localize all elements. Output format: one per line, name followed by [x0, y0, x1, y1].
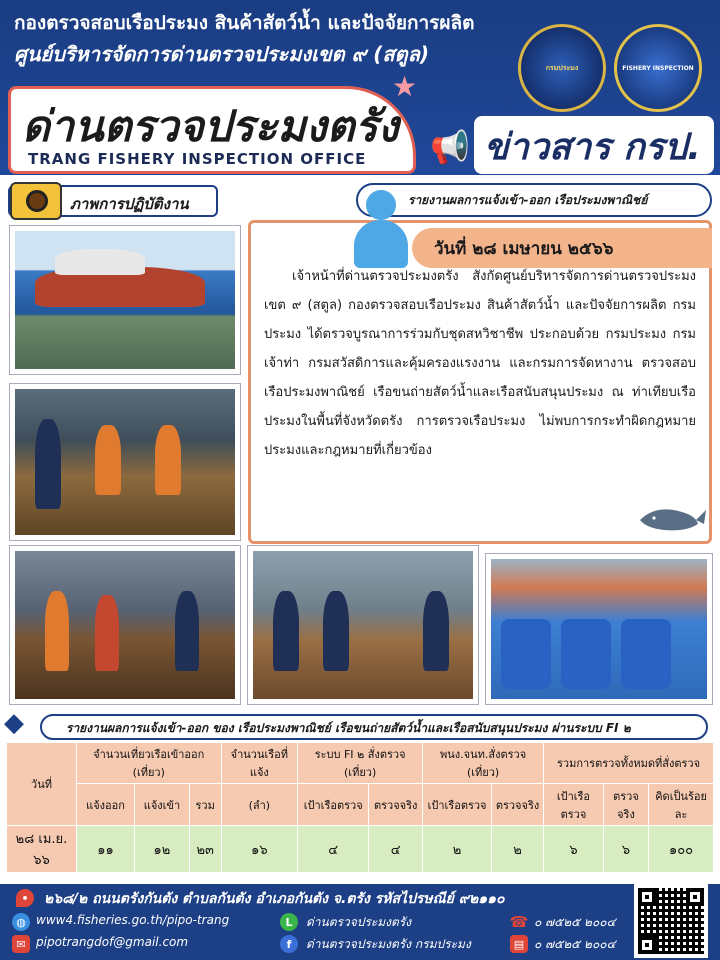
date-header: วันที่	[7, 743, 77, 826]
group-header-boats: จำนวนเรือที่แจ้ง	[221, 743, 298, 784]
starfish-icon: ★	[392, 70, 418, 103]
news-title: ข่าวสาร กรป.	[484, 127, 701, 168]
footer-facebook[interactable]: ด่านตรวจประมงตรัง กรมประมง	[306, 937, 471, 951]
cell-total-target: ๖	[544, 826, 604, 873]
cell-in: ๑๒	[135, 826, 190, 873]
report-date: วันที่ ๒๘ เมษายน ๒๕๖๖	[434, 239, 614, 259]
cell-officer-target: ๒	[423, 826, 492, 873]
camera-icon	[10, 182, 62, 220]
footer-fax: ๐ ๗๕๒๕ ๒๐๐๔	[534, 937, 616, 951]
office-title-en: TRANG FISHERY INSPECTION OFFICE	[28, 150, 367, 168]
office-title-th: ด่านตรวจประมงตรัง	[22, 102, 399, 152]
sub-header-fi2-target: เป้าเรือตรวจ	[298, 784, 369, 826]
sub-header-total-actual: ตรวจจริง	[603, 784, 648, 826]
footer-email[interactable]: pipotrangdof@gmail.com	[36, 935, 189, 949]
qr-code[interactable]	[634, 884, 708, 958]
cell-fi2-target: ๔	[298, 826, 369, 873]
facebook-icon: f	[280, 935, 298, 953]
report-body: เจ้าหน้าที่ด่านตรวจประมงตรัง สังกัดศูนย์บริหารจัดการด่านตรวจประมง เขต ๙ (สตูล) กองตรวจสอบเรือประมง สินค้าสัตว์น้ำ และปัจจัยการผลิต กรมประมง ได้ตรวจบูรณาการร่วมกับชุดสหวิชาชีพ ประกอบด้วย กรมประมง กรมเจ้าท่า กรมสวัสดิการและคุ้มครองแรงงาน และกรมการจัดหางาน ตรวจสอบเรือประมงพาณิชย์ เรือขนถ่ายสัตว์น้ำและเรือสนับสนุนประมง ณ ท่าเทียบเรือประมงในพื้นที่จังหวัดตรัง การตรวจเรือประมง ไม่พบการกระทำผิดกฎหมายประมงและกฎหมายที่เกี่ยวข้อง	[264, 269, 696, 458]
mail-icon: ✉	[12, 935, 30, 953]
stats-table	[6, 742, 714, 873]
table-row	[7, 826, 714, 873]
phone-icon: ☎	[509, 913, 529, 931]
dof-logo	[518, 24, 606, 112]
photo-officers-check	[248, 546, 478, 704]
globe-icon: ◍	[12, 913, 30, 931]
fishery-inspection-logo	[614, 24, 702, 112]
sub-header-out: แจ้งออก	[77, 784, 135, 826]
reporter-icon	[350, 190, 412, 270]
photo-inspection-crew	[10, 384, 240, 540]
activities-label: ภาพการปฏิบัติงาน	[70, 195, 189, 213]
group-header-trips: จำนวนเที่ยวเรือเข้าออก (เที่ยว)	[77, 743, 222, 784]
cell-fi2-actual: ๔	[369, 826, 423, 873]
whale-icon	[636, 498, 708, 536]
sub-header-officer-actual: ตรวจจริง	[492, 784, 544, 826]
sub-header-officer-target: เป้าเรือตรวจ	[423, 784, 492, 826]
cell-boats: ๑๖	[221, 826, 298, 873]
report-label: รายงานผลการแจ้งเข้า-ออก เรือประมงพาณิชย์	[408, 193, 648, 207]
sub-header-in: แจ้งเข้า	[135, 784, 190, 826]
footer-website[interactable]: www4.fisheries.go.th/pipo-trang	[36, 913, 230, 927]
cell-out: ๑๑	[77, 826, 135, 873]
photo-crew-lineup	[10, 546, 240, 704]
stats-title: รายงานผลการแจ้งเข้า-ออก ของ เรือประมงพาณิชย์ เรือขนถ่ายสัตว์น้ำและเรือสนับสนุนประมง ผ่านระบบ FI ๒	[66, 721, 631, 735]
group-header-officer: พนง.จนท.สั่งตรวจ (เที่ยว)	[423, 743, 544, 784]
sub-header-sum: รวม	[189, 784, 221, 826]
manta-ray-icon: ◆	[4, 708, 24, 738]
footer-address: ๒๖๘/๒ ถนนตรังกันตัง ตำบลกันตัง อำเภอกันตัง จ.ตรัง รหัสไปรษณีย์ ๙๒๑๑๐	[44, 891, 505, 907]
dof-logo-text: กรมประมง	[545, 63, 579, 72]
cell-total-actual: ๖	[603, 826, 648, 873]
photo-fish-barrels	[486, 554, 712, 704]
megaphone-icon: 📢	[430, 128, 470, 166]
fi-logo-text: FISHERY INSPECTION	[622, 64, 694, 72]
cell-officer-actual: ๒	[492, 826, 544, 873]
sub-header-unit: (ลำ)	[221, 784, 298, 826]
location-pin-icon: •	[16, 889, 34, 907]
group-header-total: รวมการตรวจทั้งหมดที่สั่งตรวจ	[544, 743, 714, 784]
line-app-icon: L	[280, 913, 298, 931]
sub-header-percent: คิดเป็นร้อยละ	[649, 784, 714, 826]
photo-fishing-boat	[10, 226, 240, 374]
fax-icon: ▤	[510, 935, 528, 953]
group-header-fi2: ระบบ FI ๒ สั่งตรวจ (เที่ยว)	[298, 743, 423, 784]
footer-tel: ๐ ๗๕๒๕ ๒๐๐๔	[534, 915, 616, 929]
row-date: ๒๘ เม.ย. ๖๖	[7, 826, 77, 873]
footer-line[interactable]: ด่านตรวจประมงตรัง	[306, 915, 412, 929]
sub-header-total-target: เป้าเรือตรวจ	[544, 784, 604, 826]
cell-percent: ๑๐๐	[649, 826, 714, 873]
department-title: กองตรวจสอบเรือประมง สินค้าสัตว์น้ำ และปัจจัยการผลิต	[14, 12, 475, 34]
sub-header-fi2-actual: ตรวจจริง	[369, 784, 423, 826]
center-title: ศูนย์บริหารจัดการด่านตรวจประมงเขต ๙ (สตูล)	[14, 42, 429, 66]
cell-sum: ๒๓	[189, 826, 221, 873]
